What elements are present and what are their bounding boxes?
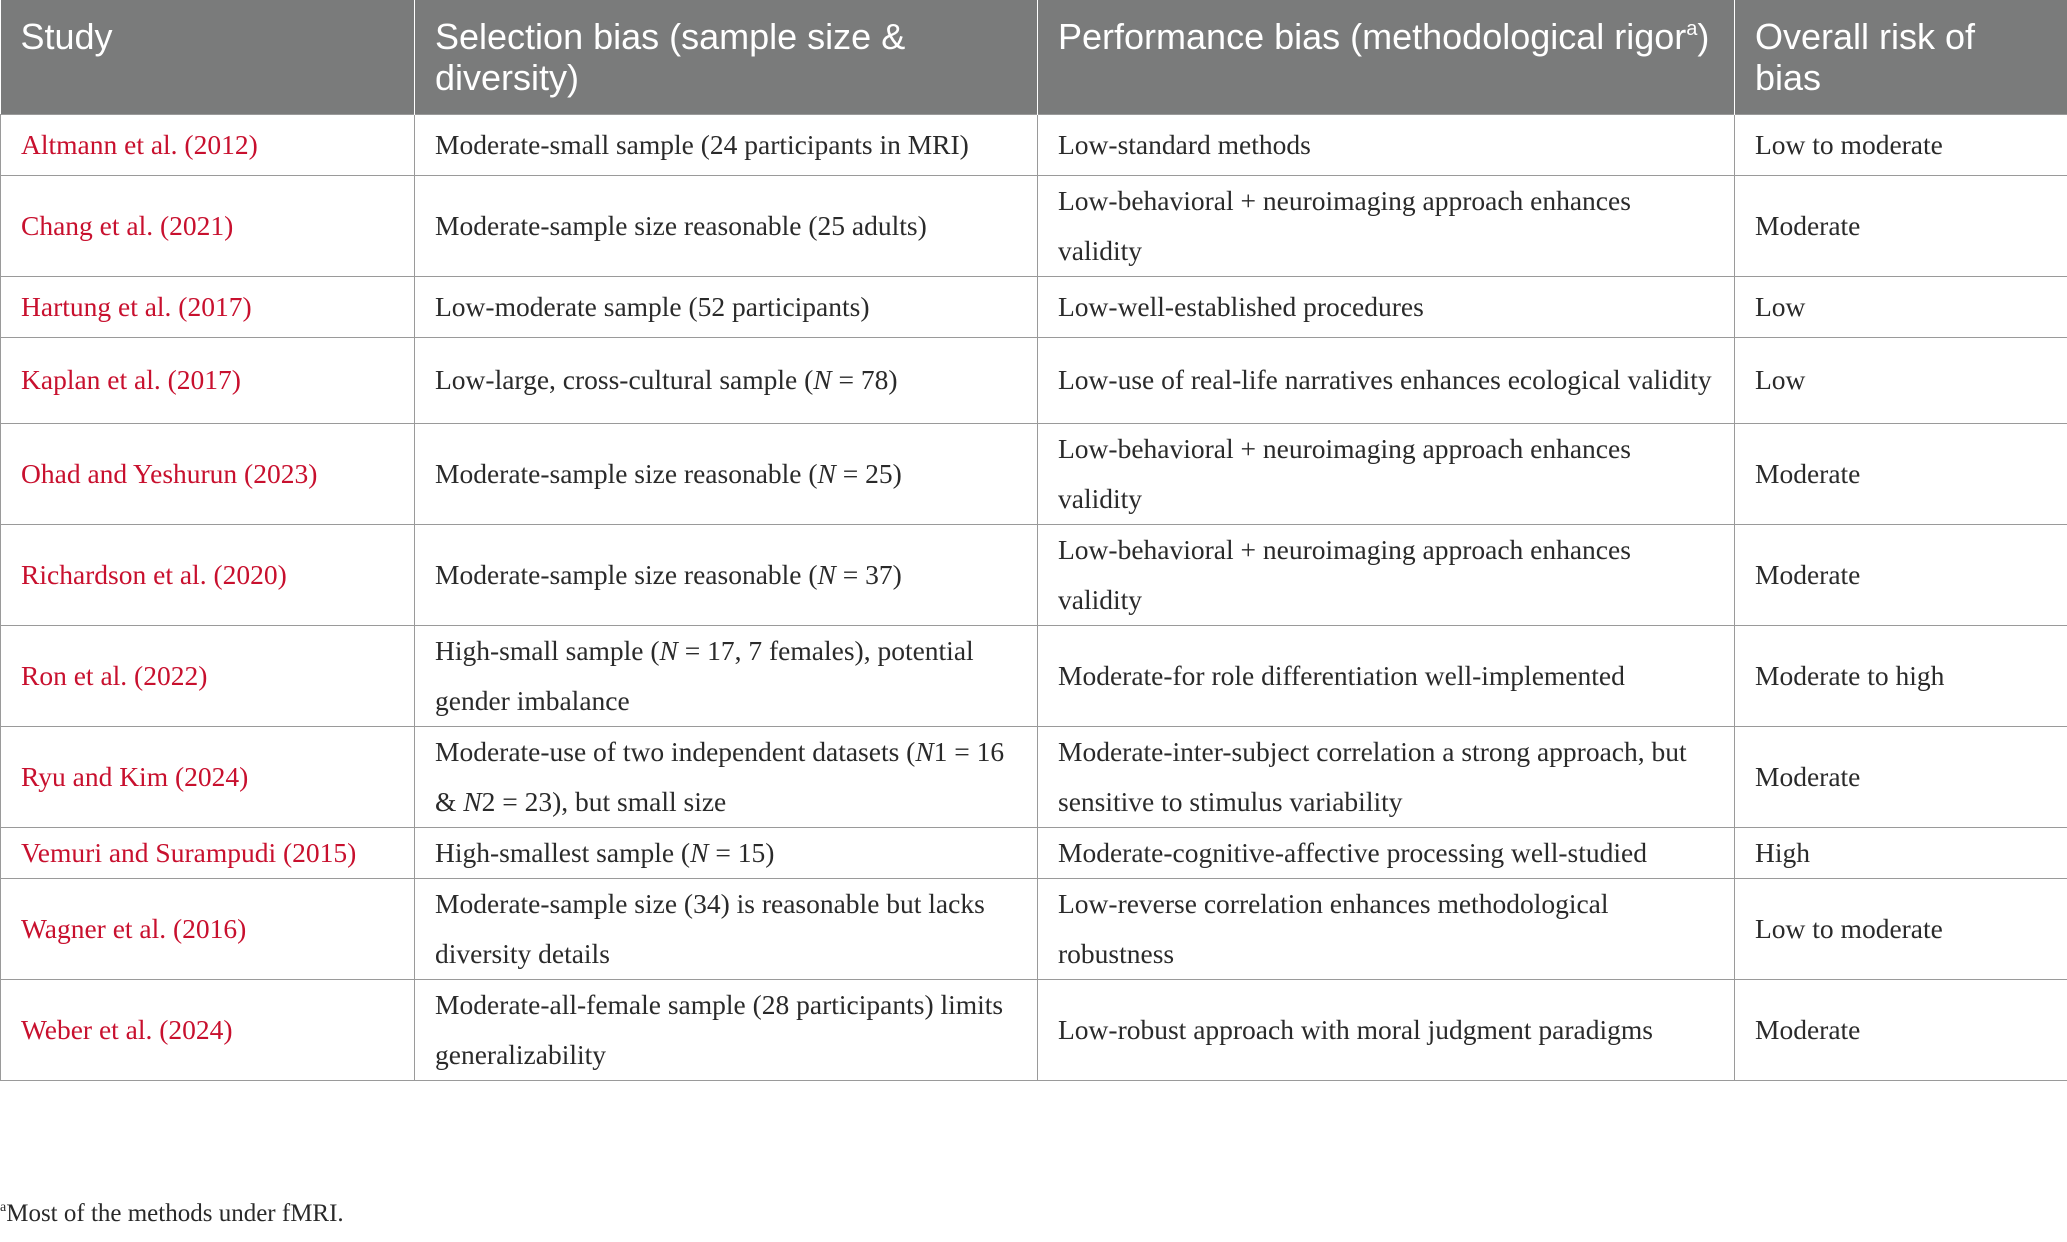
selection-text: = 15) [708,836,775,868]
performance-bias-cell: Moderate-inter-subject correlation a strong approach, but sensitive to stimulus variability [1038,726,1735,827]
study-link[interactable]: Vemuri and Surampudi (2015) [1,827,415,878]
performance-bias-cell: Moderate-cognitive-affective processing well-studied [1038,827,1735,878]
performance-bias-cell: Low-reverse correlation enhances methodological robustness [1038,878,1735,979]
performance-bias-cell: Low-standard methods [1038,114,1735,175]
selection-bias-cell [415,423,1038,524]
header-overall-risk: Overall risk of bias [1735,0,2067,114]
overall-risk-cell: Moderate [1735,423,2067,524]
selection-text: = 37) [835,558,902,590]
study-link[interactable]: Chang et al. (2021) [1,175,415,276]
table-row [1,276,2067,337]
selection-text: Moderate-use of two independent datasets ( [435,735,916,767]
study-link[interactable]: Altmann et al. (2012) [1,114,415,175]
selection-bias-cell: Moderate-all-female sample (28 participants) limits generalizability [415,979,1038,1080]
table-row [1,878,2067,979]
selection-bias-cell: Moderate-sample size reasonable (25 adults) [415,175,1038,276]
study-link[interactable]: Richardson et al. (2020) [1,524,415,625]
table-footnote [0,1200,344,1228]
table-row [1,625,2067,726]
n-symbol: N [690,836,709,868]
table-row [1,337,2067,423]
selection-text: 2 = 23), but small size [481,785,727,817]
performance-bias-cell: Low-behavioral + neuroimaging approach enhances validity [1038,175,1735,276]
table-row [1,524,2067,625]
table-row [1,114,2067,175]
selection-bias-cell: Moderate-sample size (34) is reasonable but lacks diversity details [415,878,1038,979]
performance-bias-cell: Moderate-for role differentiation well-implemented [1038,625,1735,726]
n-symbol: N [817,457,836,489]
selection-text: Moderate-sample size reasonable ( [435,558,818,590]
selection-text: 1 = 16 & [435,735,1005,817]
performance-bias-cell: Low-robust approach with moral judgment paradigms [1038,979,1735,1080]
footnote-marker: a [0,1200,7,1215]
n-symbol: N [817,558,836,590]
selection-bias-cell [415,827,1038,878]
table-row [1,175,2067,276]
study-link[interactable]: Ron et al. (2022) [1,625,415,726]
header-performance-bias [1038,0,1735,114]
selection-bias-cell [415,337,1038,423]
overall-risk-cell: Low [1735,276,2067,337]
overall-risk-cell: Moderate [1735,979,2067,1080]
overall-risk-cell: Moderate [1735,726,2067,827]
selection-bias-cell [415,625,1038,726]
overall-risk-cell: Low to moderate [1735,114,2067,175]
header-selection-bias: Selection bias (sample size & diversity) [415,0,1038,114]
selection-bias-cell [415,726,1038,827]
study-link[interactable]: Ohad and Yeshurun (2023) [1,423,415,524]
performance-bias-cell: Low-behavioral + neuroimaging approach enhances validity [1038,423,1735,524]
header-study: Study [1,0,415,114]
selection-text: Moderate-sample size reasonable ( [435,457,818,489]
selection-text: High-smallest sample ( [435,836,691,868]
selection-text: High-small sample ( [435,634,660,666]
study-link[interactable]: Wagner et al. (2016) [1,878,415,979]
overall-risk-cell: High [1735,827,2067,878]
selection-text: Low-large, cross-cultural sample ( [435,364,814,395]
overall-risk-cell: Low to moderate [1735,878,2067,979]
selection-text: = 78) [831,364,898,395]
selection-bias-cell: Low-moderate sample (52 participants) [415,276,1038,337]
footnote-text: Most of the methods under fMRI. [6,1200,344,1227]
performance-bias-cell: Low-behavioral + neuroimaging approach enhances validity [1038,524,1735,625]
n-symbol: N [813,364,832,395]
performance-bias-cell: Low-use of real-life narratives enhances ecological validity [1038,337,1735,423]
study-link[interactable]: Hartung et al. (2017) [1,276,415,337]
selection-bias-cell [415,524,1038,625]
overall-risk-cell: Moderate [1735,524,2067,625]
selection-text: = 17, 7 females), potential gender imbalance [435,634,974,716]
selection-bias-cell: Moderate-small sample (24 participants in MRI) [415,114,1038,175]
n-symbol: N [659,634,678,666]
study-link[interactable]: Ryu and Kim (2024) [1,726,415,827]
selection-text: = 25) [835,457,902,489]
overall-risk-cell: Moderate [1735,175,2067,276]
header-performance-close: ) [1697,16,1710,57]
n-symbol: N [915,735,934,767]
overall-risk-cell: Low [1735,337,2067,423]
table-row [1,827,2067,878]
header-footnote-marker: a [1686,18,1698,40]
table-header-row [1,0,2067,114]
performance-bias-cell: Low-well-established procedures [1038,276,1735,337]
n-symbol: N [463,785,482,817]
table-row [1,423,2067,524]
study-link[interactable]: Kaplan et al. (2017) [1,337,415,423]
header-performance-text: Performance bias (methodological rigor [1058,16,1687,57]
table-row [1,726,2067,827]
study-link[interactable]: Weber et al. (2024) [1,979,415,1080]
table-row [1,979,2067,1080]
overall-risk-cell: Moderate to high [1735,625,2067,726]
